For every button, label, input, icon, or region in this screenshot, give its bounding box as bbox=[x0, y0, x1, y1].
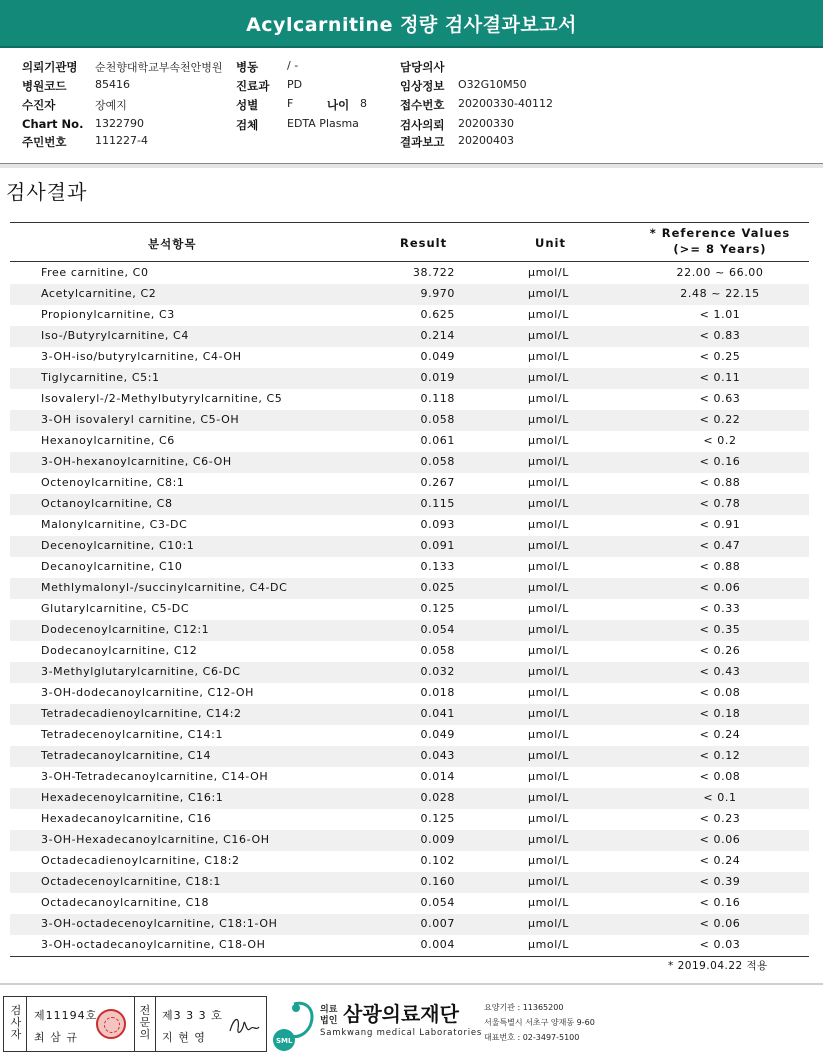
analyte-name: Dodecanoylcarnitine, C12 bbox=[41, 644, 198, 657]
result-value: 0.049 bbox=[420, 350, 455, 363]
unit-value: μmol/L bbox=[528, 455, 569, 468]
reference-value: 2.48 ~ 22.15 bbox=[680, 287, 760, 300]
result-value: 0.025 bbox=[420, 581, 455, 594]
analyte-name: Methlymalonyl-/succinylcarnitine, C4-DC bbox=[41, 581, 288, 594]
result-value: 38.722 bbox=[412, 266, 455, 279]
unit-value: μmol/L bbox=[528, 896, 569, 909]
ward-label: 병동 bbox=[236, 60, 259, 74]
sex-value: F bbox=[287, 97, 294, 110]
analyte-name: Tetradecadienoylcarnitine, C14:2 bbox=[41, 707, 242, 720]
lab-institution-code: 요양기관 : 11365200 bbox=[484, 1003, 564, 1012]
result-value: 0.133 bbox=[420, 560, 455, 573]
analyte-name: Octadecanoylcarnitine, C18 bbox=[41, 896, 210, 909]
unit-value: μmol/L bbox=[528, 266, 569, 279]
doctor-label: 담당의사 bbox=[400, 60, 445, 74]
result-value: 0.032 bbox=[420, 665, 455, 678]
specimen-label: 검체 bbox=[236, 118, 259, 132]
result-value: 0.054 bbox=[420, 896, 455, 909]
unit-value: μmol/L bbox=[528, 707, 569, 720]
table-row bbox=[10, 536, 809, 557]
report-title: Acylcarnitine 정량 검사결과보고서 bbox=[246, 13, 577, 36]
unit-value: μmol/L bbox=[528, 602, 569, 615]
result-value: 0.004 bbox=[420, 938, 455, 951]
reference-value: < 0.18 bbox=[699, 707, 741, 720]
analyte-name: Tetradecanoylcarnitine, C14 bbox=[41, 749, 212, 762]
analyte-name: Free carnitine, C0 bbox=[41, 266, 149, 279]
examiner-role: 검사자 bbox=[10, 1004, 22, 1041]
unit-value: μmol/L bbox=[528, 413, 569, 426]
unit-value: μmol/L bbox=[528, 560, 569, 573]
result-value: 0.214 bbox=[420, 329, 455, 342]
reference-value: < 0.63 bbox=[699, 392, 741, 405]
analyte-name: 3-OH-octadecenoylcarnitine, C18:1-OH bbox=[41, 917, 278, 930]
reference-value: < 0.1 bbox=[703, 791, 737, 804]
table-row bbox=[10, 809, 809, 830]
result-value: 0.267 bbox=[420, 476, 455, 489]
reference-value: < 0.11 bbox=[699, 371, 741, 384]
table-row bbox=[10, 767, 809, 788]
confirmer-name: 지 현 영 bbox=[162, 1031, 206, 1044]
institution-value: 순천향대학교부속천안병원 bbox=[95, 61, 223, 74]
table-row bbox=[10, 746, 809, 767]
sex-label: 성별 bbox=[236, 98, 259, 112]
table-row bbox=[10, 347, 809, 368]
examiner-name: 최 삼 규 bbox=[34, 1031, 78, 1044]
result-value: 0.091 bbox=[420, 539, 455, 552]
header-ref-line2: (>= 8 Years) bbox=[673, 242, 767, 256]
hospital-code-label: 병원코드 bbox=[22, 79, 67, 93]
reference-value: < 0.83 bbox=[699, 329, 741, 342]
analyte-name: 3-OH-Tetradecanoylcarnitine, C14-OH bbox=[41, 770, 269, 783]
results-table bbox=[10, 222, 809, 957]
analyte-name: Octadecadienoylcarnitine, C18:2 bbox=[41, 854, 240, 867]
unit-value: μmol/L bbox=[528, 539, 569, 552]
table-row bbox=[10, 494, 809, 515]
unit-value: μmol/L bbox=[528, 287, 569, 300]
sig-divider-1 bbox=[26, 997, 27, 1051]
reference-value: < 0.25 bbox=[699, 350, 741, 363]
result-value: 0.054 bbox=[420, 623, 455, 636]
result-value: 0.058 bbox=[420, 455, 455, 468]
reference-value: < 0.06 bbox=[699, 833, 741, 846]
header-item: 분석항목 bbox=[148, 237, 197, 251]
analyte-name: Octanoylcarnitine, C8 bbox=[41, 497, 173, 510]
unit-value: μmol/L bbox=[528, 686, 569, 699]
reference-value: < 0.22 bbox=[699, 413, 741, 426]
unit-value: μmol/L bbox=[528, 749, 569, 762]
request-date-value: 20200330 bbox=[458, 117, 514, 130]
analyte-name: Iso-/Butyrylcarnitine, C4 bbox=[41, 329, 189, 342]
analyte-name: Octenoylcarnitine, C8:1 bbox=[41, 476, 185, 489]
table-row bbox=[10, 263, 809, 284]
unit-value: μmol/L bbox=[528, 938, 569, 951]
sig-divider-3 bbox=[155, 997, 156, 1051]
analyte-name: Octadecenoylcarnitine, C18:1 bbox=[41, 875, 222, 888]
analyte-name: Tetradecenoylcarnitine, C14:1 bbox=[41, 728, 224, 741]
unit-value: μmol/L bbox=[528, 875, 569, 888]
result-value: 0.125 bbox=[420, 812, 455, 825]
unit-value: μmol/L bbox=[528, 791, 569, 804]
lab-address: 서울특별시 서초구 양재동 9-60 bbox=[484, 1018, 595, 1027]
header-ref-line1: * Reference Values bbox=[649, 226, 791, 240]
resident-no-label: 주민번호 bbox=[22, 135, 67, 149]
unit-value: μmol/L bbox=[528, 329, 569, 342]
table-row bbox=[10, 914, 809, 935]
table-body bbox=[10, 262, 809, 956]
reference-value: < 0.12 bbox=[699, 749, 741, 762]
unit-value: μmol/L bbox=[528, 917, 569, 930]
result-value: 0.041 bbox=[420, 707, 455, 720]
reference-value: < 0.43 bbox=[699, 665, 741, 678]
report-date-value: 20200403 bbox=[458, 134, 514, 147]
analyte-name: Decenoylcarnitine, C10:1 bbox=[41, 539, 195, 552]
reference-value: 22.00 ~ 66.00 bbox=[676, 266, 764, 279]
table-row bbox=[10, 578, 809, 599]
analyte-name: 3-OH-iso/butyrylcarnitine, C4-OH bbox=[41, 350, 242, 363]
result-value: 0.058 bbox=[420, 413, 455, 426]
reference-value: < 0.26 bbox=[699, 644, 741, 657]
examinee-value: 장예지 bbox=[95, 99, 127, 112]
header-unit: Unit bbox=[535, 236, 566, 250]
unit-value: μmol/L bbox=[528, 854, 569, 867]
table-bottom-rule bbox=[10, 956, 809, 957]
table-row bbox=[10, 683, 809, 704]
result-value: 0.625 bbox=[420, 308, 455, 321]
table-row bbox=[10, 872, 809, 893]
unit-value: μmol/L bbox=[528, 770, 569, 783]
reference-value: < 0.06 bbox=[699, 581, 741, 594]
table-row bbox=[10, 851, 809, 872]
resident-no-value: 111227-4 bbox=[95, 134, 148, 147]
request-date-label: 검사의뢰 bbox=[400, 118, 445, 132]
result-value: 0.009 bbox=[420, 833, 455, 846]
footer-divider bbox=[0, 983, 823, 985]
table-row bbox=[10, 410, 809, 431]
lab-name-ko: 삼광의료재단 bbox=[343, 1002, 459, 1026]
unit-value: μmol/L bbox=[528, 833, 569, 846]
unit-value: μmol/L bbox=[528, 728, 569, 741]
reference-value: < 0.88 bbox=[699, 476, 741, 489]
result-value: 0.118 bbox=[420, 392, 455, 405]
section-divider bbox=[0, 164, 823, 168]
table-row bbox=[10, 326, 809, 347]
table-row bbox=[10, 830, 809, 851]
sig-divider-2 bbox=[134, 997, 135, 1051]
reference-value: < 0.39 bbox=[699, 875, 741, 888]
table-row bbox=[10, 935, 809, 956]
analyte-name: 3-OH-dodecanoylcarnitine, C12-OH bbox=[41, 686, 255, 699]
analyte-name: Tiglycarnitine, C5:1 bbox=[41, 371, 160, 384]
reference-value: < 0.16 bbox=[699, 455, 741, 468]
table-row bbox=[10, 305, 809, 326]
result-value: 0.058 bbox=[420, 644, 455, 657]
analyte-name: Decanoylcarnitine, C10 bbox=[41, 560, 183, 573]
reference-value: < 0.78 bbox=[699, 497, 741, 510]
unit-value: μmol/L bbox=[528, 476, 569, 489]
confirmer-handwritten-signature bbox=[226, 1011, 262, 1039]
result-value: 0.061 bbox=[420, 434, 455, 447]
table-row bbox=[10, 389, 809, 410]
table-row bbox=[10, 473, 809, 494]
analyte-name: 3-OH isovaleryl carnitine, C5-OH bbox=[41, 413, 240, 426]
unit-value: μmol/L bbox=[528, 308, 569, 321]
unit-value: μmol/L bbox=[528, 665, 569, 678]
receipt-no-label: 접수번호 bbox=[400, 98, 445, 112]
reference-value: < 0.03 bbox=[699, 938, 741, 951]
result-value: 0.049 bbox=[420, 728, 455, 741]
corp-tag-2: 법인 bbox=[320, 1016, 338, 1026]
analyte-name: 3-OH-octadecanoylcarnitine, C18-OH bbox=[41, 938, 266, 951]
examinee-label: 수진자 bbox=[22, 98, 56, 112]
lab-phone: 대표번호 : 02-3497-5100 bbox=[484, 1033, 580, 1042]
analyte-name: Hexadecanoylcarnitine, C16 bbox=[41, 812, 212, 825]
department-value: PD bbox=[287, 78, 303, 91]
result-value: 0.160 bbox=[420, 875, 455, 888]
table-row bbox=[10, 725, 809, 746]
report-date-label: 결과보고 bbox=[400, 135, 445, 149]
result-value: 0.043 bbox=[420, 749, 455, 762]
table-row bbox=[10, 662, 809, 683]
analyte-name: Propionylcarnitine, C3 bbox=[41, 308, 175, 321]
table-row bbox=[10, 368, 809, 389]
reference-value: < 0.47 bbox=[699, 539, 741, 552]
table-row bbox=[10, 641, 809, 662]
age-label: 나이 bbox=[327, 98, 350, 112]
unit-value: μmol/L bbox=[528, 392, 569, 405]
reference-value: < 0.23 bbox=[699, 812, 741, 825]
result-value: 0.093 bbox=[420, 518, 455, 531]
reference-value: < 0.88 bbox=[699, 560, 741, 573]
lab-name-en: Samkwang medical Laboratories bbox=[320, 1028, 483, 1038]
reference-value: < 0.91 bbox=[699, 518, 741, 531]
reference-value: < 0.24 bbox=[699, 728, 741, 741]
result-value: 0.007 bbox=[420, 917, 455, 930]
unit-value: μmol/L bbox=[528, 623, 569, 636]
section-title: 검사결과 bbox=[6, 180, 88, 204]
analyte-name: 3-OH-hexanoylcarnitine, C6-OH bbox=[41, 455, 232, 468]
unit-value: μmol/L bbox=[528, 350, 569, 363]
table-row bbox=[10, 515, 809, 536]
reference-value: < 1.01 bbox=[699, 308, 741, 321]
analyte-name: 3-Methylglutarylcarnitine, C6-DC bbox=[41, 665, 241, 678]
hospital-code-value: 85416 bbox=[95, 78, 130, 91]
ward-value: / - bbox=[287, 59, 299, 72]
unit-value: μmol/L bbox=[528, 812, 569, 825]
clinical-info-label: 임상정보 bbox=[400, 79, 445, 93]
corp-tag-1: 의료 bbox=[320, 1005, 338, 1015]
reference-footnote: * 2019.04.22 적용 bbox=[668, 960, 768, 972]
unit-value: μmol/L bbox=[528, 371, 569, 384]
institution-label: 의뢰기관명 bbox=[22, 60, 78, 74]
specimen-value: EDTA Plasma bbox=[287, 117, 359, 130]
reference-value: < 0.24 bbox=[699, 854, 741, 867]
result-value: 0.014 bbox=[420, 770, 455, 783]
reference-value: < 0.2 bbox=[703, 434, 737, 447]
reference-value: < 0.16 bbox=[699, 896, 741, 909]
examiner-seal-stamp bbox=[96, 1009, 126, 1039]
table-row bbox=[10, 452, 809, 473]
result-value: 0.028 bbox=[420, 791, 455, 804]
unit-value: μmol/L bbox=[528, 497, 569, 510]
analyte-name: Malonylcarnitine, C3-DC bbox=[41, 518, 188, 531]
unit-value: μmol/L bbox=[528, 644, 569, 657]
reference-value: < 0.08 bbox=[699, 686, 741, 699]
reference-value: < 0.33 bbox=[699, 602, 741, 615]
signature-box bbox=[3, 996, 267, 1052]
chart-no-value: 1322790 bbox=[95, 117, 144, 130]
reference-value: < 0.35 bbox=[699, 623, 741, 636]
reference-value: < 0.08 bbox=[699, 770, 741, 783]
result-value: 0.125 bbox=[420, 602, 455, 615]
chart-no-label: Chart No. bbox=[22, 117, 84, 131]
confirmer-role: 전문의 bbox=[139, 1004, 151, 1041]
table-header bbox=[10, 222, 809, 262]
age-value: 8 bbox=[360, 97, 367, 110]
examiner-license: 제11194호 bbox=[34, 1009, 98, 1022]
receipt-no-value: 20200330-40112 bbox=[458, 97, 553, 110]
table-row bbox=[10, 704, 809, 725]
table-row bbox=[10, 284, 809, 305]
analyte-name: 3-OH-Hexadecanoylcarnitine, C16-OH bbox=[41, 833, 270, 846]
result-value: 0.018 bbox=[420, 686, 455, 699]
analyte-name: Hexadecenoylcarnitine, C16:1 bbox=[41, 791, 224, 804]
table-row bbox=[10, 788, 809, 809]
report-title-bar bbox=[0, 0, 823, 48]
analyte-name: Isovaleryl-/2-Methylbutyrylcarnitine, C5 bbox=[41, 392, 283, 405]
patient-info-section bbox=[0, 48, 823, 164]
logo-abbr: SML bbox=[276, 1037, 293, 1045]
table-row bbox=[10, 557, 809, 578]
table-row bbox=[10, 599, 809, 620]
table-row bbox=[10, 431, 809, 452]
result-value: 9.970 bbox=[420, 287, 455, 300]
confirmer-license: 제3 3 3 호 bbox=[162, 1009, 223, 1022]
clinical-info-value: O32G10M50 bbox=[458, 78, 527, 91]
reference-value: < 0.06 bbox=[699, 917, 741, 930]
result-value: 0.102 bbox=[420, 854, 455, 867]
department-label: 진료과 bbox=[236, 79, 270, 93]
header-result: Result bbox=[400, 236, 448, 250]
unit-value: μmol/L bbox=[528, 581, 569, 594]
analyte-name: Hexanoylcarnitine, C6 bbox=[41, 434, 175, 447]
unit-value: μmol/L bbox=[528, 434, 569, 447]
analyte-name: Dodecenoylcarnitine, C12:1 bbox=[41, 623, 210, 636]
table-row bbox=[10, 620, 809, 641]
result-value: 0.019 bbox=[420, 371, 455, 384]
table-row bbox=[10, 893, 809, 914]
analyte-name: Glutarylcarnitine, C5-DC bbox=[41, 602, 190, 615]
analyte-name: Acetylcarnitine, C2 bbox=[41, 287, 157, 300]
unit-value: μmol/L bbox=[528, 518, 569, 531]
result-value: 0.115 bbox=[420, 497, 455, 510]
